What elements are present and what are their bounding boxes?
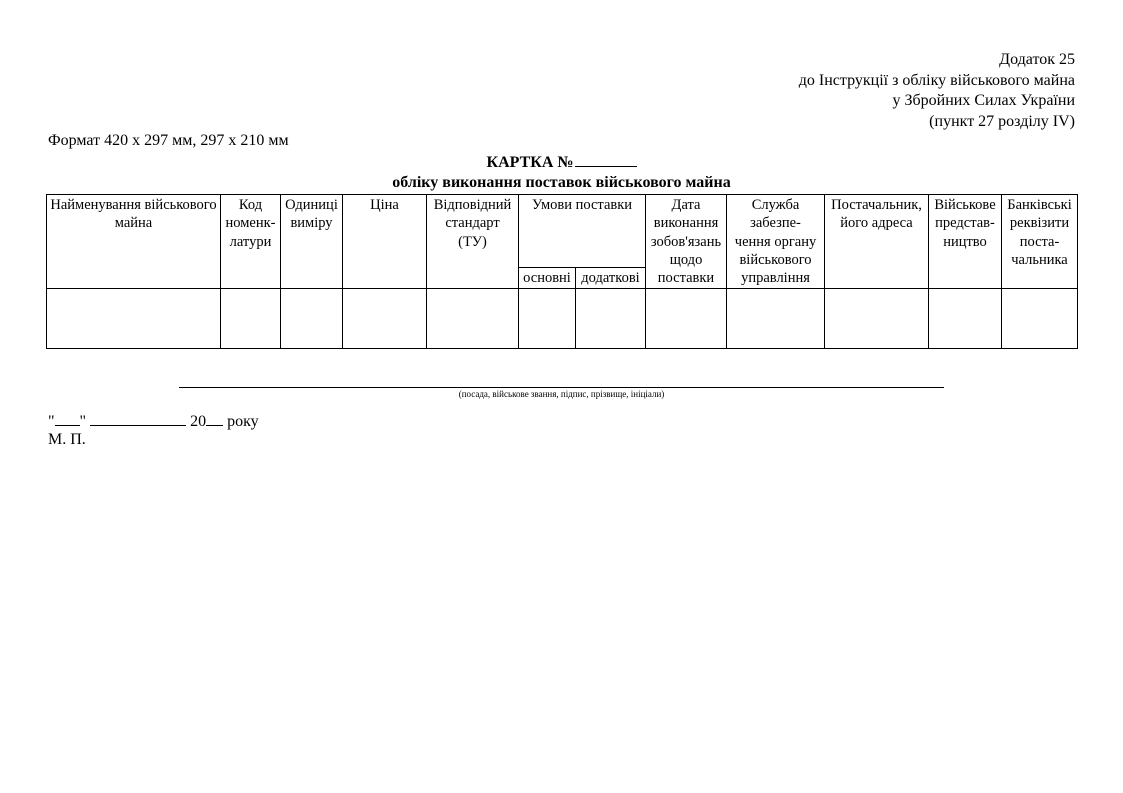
cell-bank-details[interactable]: [1002, 289, 1078, 349]
col-header-units: Одиниці виміру: [281, 195, 343, 289]
table-row: [47, 289, 1078, 349]
cell-military-representation[interactable]: [929, 289, 1002, 349]
col-header-date: Дата виконання зобов'язань щодо поставки: [646, 195, 727, 289]
col-header-code: Код номенк- латури: [221, 195, 281, 289]
signature-caption: (посада, військове звання, підпис, прізвище, ініціали): [458, 389, 665, 399]
quote-open: ": [48, 413, 55, 430]
col-header-supplier: Постачальник, його адреса: [825, 195, 929, 289]
cell-units[interactable]: [281, 289, 343, 349]
appendix-header: [799, 50, 1075, 132]
col-header-military-representation: Військове представ- ництво: [929, 195, 1002, 289]
document-title: [0, 152, 1123, 193]
cell-price[interactable]: [343, 289, 427, 349]
date-line: [48, 410, 259, 431]
cell-terms-extra[interactable]: [576, 289, 646, 349]
appendix-clause: (пункт 27 розділу IV): [929, 112, 1075, 130]
appendix-instruction: до Інструкції з обліку військового майна: [798, 71, 1075, 89]
stamp-place: М. П.: [48, 431, 86, 448]
col-header-bank-details: Банківські реквізити поста- чальника: [1002, 195, 1078, 289]
col-header-terms: Умови поставки: [519, 195, 646, 268]
cell-service[interactable]: [727, 289, 825, 349]
col-header-service: Служба забезпе- чення органу військового управління: [727, 195, 825, 289]
quote-close: ": [79, 413, 87, 430]
deliveries-table: [46, 194, 1078, 349]
cell-supplier[interactable]: [825, 289, 929, 349]
day-blank[interactable]: [55, 410, 80, 426]
cell-date[interactable]: [646, 289, 727, 349]
cell-code[interactable]: [221, 289, 281, 349]
col-header-name: Найменування військового майна: [47, 195, 221, 289]
col-header-terms-extra: додаткові: [576, 268, 646, 289]
appendix-number: Додаток 25: [999, 51, 1075, 68]
month-blank[interactable]: [90, 410, 186, 426]
appendix-forces: у Збройних Силах України: [892, 92, 1075, 109]
cell-terms-main[interactable]: [519, 289, 576, 349]
signature-line[interactable]: [179, 387, 944, 388]
format-text: Формат 420 х 297 мм, 297 х 210 мм: [48, 132, 289, 149]
cell-standard[interactable]: [427, 289, 519, 349]
card-title: КАРТКА №: [486, 154, 574, 171]
card-subtitle: обліку виконання поставок військового майна: [392, 174, 731, 191]
year-prefix: 20: [190, 413, 207, 430]
year-blank[interactable]: [206, 410, 223, 426]
year-suffix: року: [227, 413, 259, 430]
card-number-blank[interactable]: [575, 152, 637, 167]
cell-name[interactable]: [47, 289, 221, 349]
col-header-price: Ціна: [343, 195, 427, 289]
col-header-standard: Відповідний стандарт (ТУ): [427, 195, 519, 289]
col-header-terms-main: основні: [519, 268, 576, 289]
